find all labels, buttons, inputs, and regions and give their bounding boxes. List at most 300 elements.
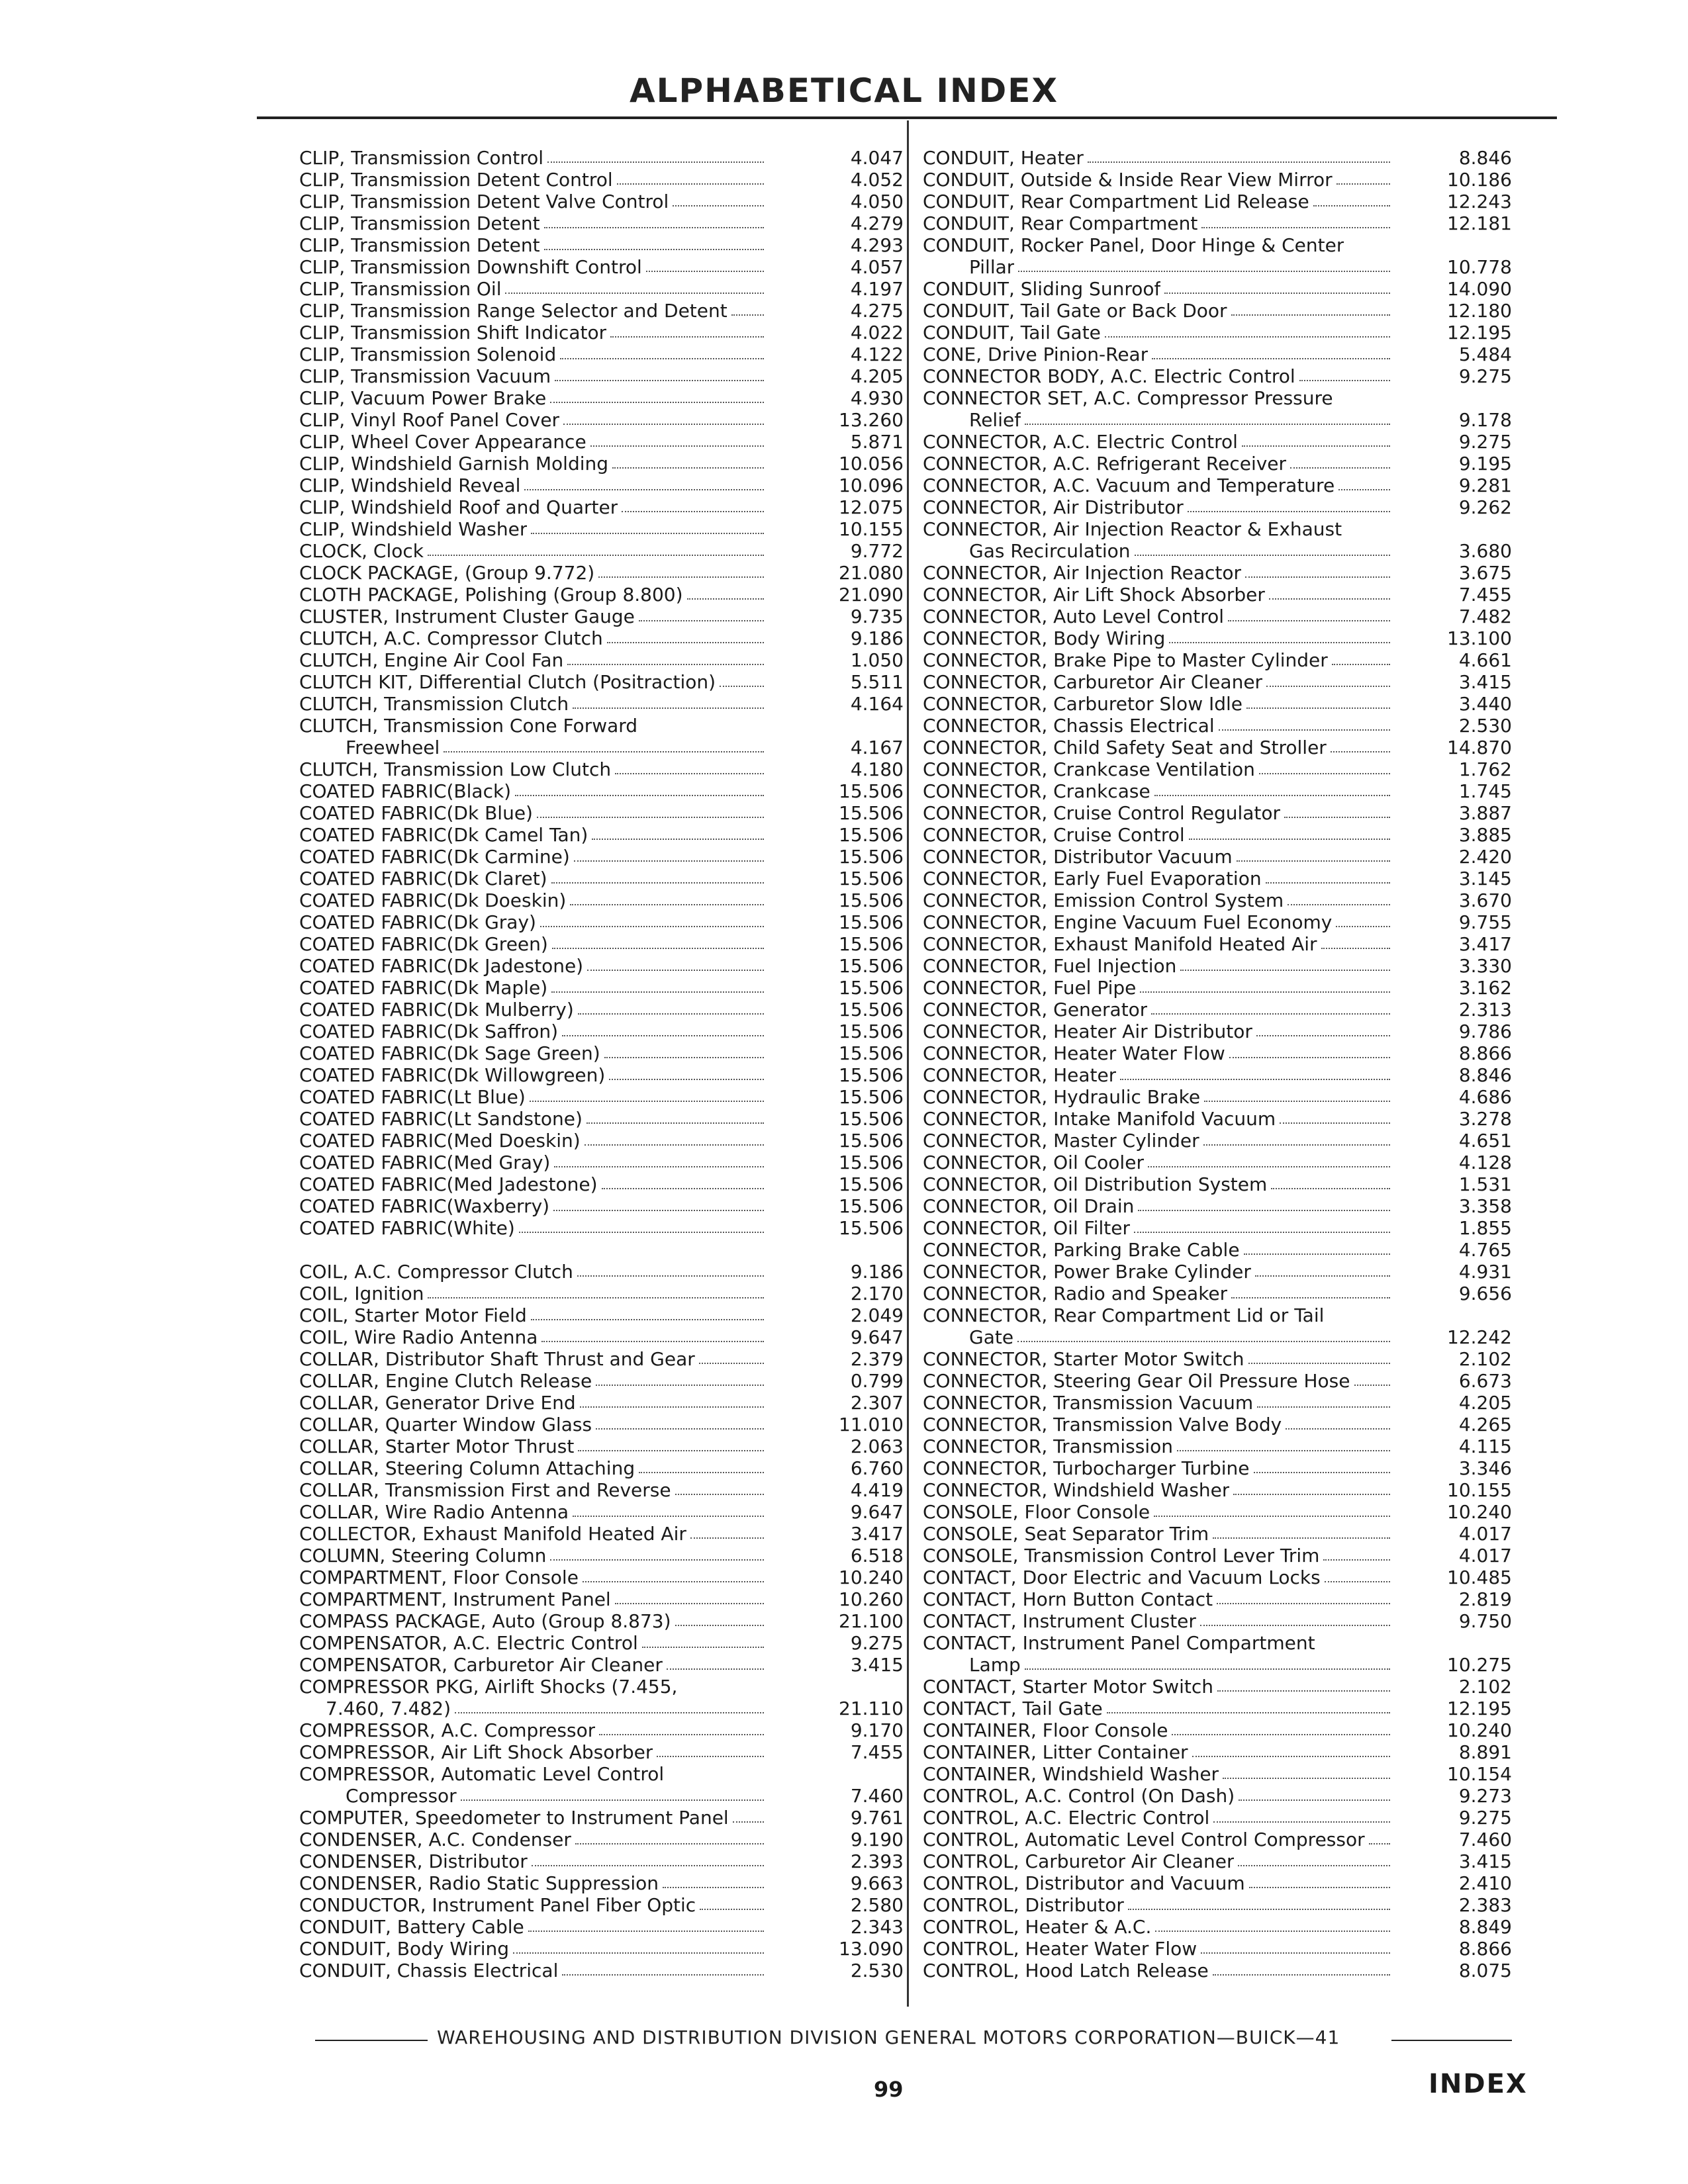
- index-entry: [299, 584, 904, 606]
- entry-label: CONDUIT, Sliding Sunroof: [923, 278, 1161, 300]
- leader-dots: [1148, 1166, 1390, 1167]
- entry-label: CONE, Drive Pinion-Rear: [923, 343, 1149, 365]
- entry-label: CONNECTOR, Air Distributor: [923, 496, 1184, 518]
- entry-label: CONNECTOR, Fuel Injection: [923, 955, 1177, 977]
- entry-label: CONTACT, Instrument Cluster: [923, 1610, 1196, 1632]
- entry-label: CONNECTOR, Air Lift Shock Absorber: [923, 584, 1265, 606]
- entry-label: CONTROL, Distributor and Vacuum: [923, 1872, 1245, 1894]
- leader-dots: [622, 511, 764, 512]
- entry-label: CONTROL, A.C. Electric Control: [923, 1807, 1210, 1829]
- entry-label: CONDUIT, Body Wiring: [299, 1938, 509, 1960]
- leader-dots: [541, 1341, 764, 1342]
- entry-label: CONNECTOR, Heater Air Distributor: [923, 1021, 1252, 1042]
- entry-page-ref: 2.819: [1458, 1588, 1512, 1610]
- index-entry: [299, 1326, 904, 1348]
- entry-label: CONTACT, Instrument Panel Compartment: [923, 1632, 1315, 1654]
- leader-dots: [687, 598, 764, 600]
- leader-dots: [562, 1035, 764, 1036]
- entry-label: CONNECTOR, Windshield Washer: [923, 1479, 1230, 1501]
- leader-dots: [596, 1385, 764, 1386]
- leader-dots: [604, 1057, 764, 1058]
- entry-page-ref: 8.866: [1458, 1938, 1512, 1960]
- entry-label: CONDENSER, A.C. Condenser: [299, 1829, 571, 1850]
- index-entry: [299, 300, 904, 322]
- leader-dots: [519, 1232, 764, 1233]
- index-entry: [923, 1108, 1512, 1130]
- entry-page-ref: 2.063: [850, 1435, 904, 1457]
- entry-page-ref: 6.518: [850, 1545, 904, 1567]
- index-entry: [299, 1173, 904, 1195]
- entry-label: CONNECTOR, Distributor Vacuum: [923, 846, 1233, 868]
- entry-page-ref: 12.195: [1447, 322, 1512, 343]
- entry-label: CONNECTOR, Power Brake Cylinder: [923, 1261, 1251, 1283]
- entry-label: CONNECTOR SET, A.C. Compressor Pressure: [923, 387, 1333, 409]
- entry-page-ref: 12.195: [1447, 1698, 1512, 1719]
- entry-page-ref: 9.186: [850, 627, 904, 649]
- entry-label: CONNECTOR, Cruise Control: [923, 824, 1185, 846]
- index-entry: [923, 1763, 1512, 1785]
- index-entry: [923, 169, 1512, 191]
- leader-dots: [1201, 1952, 1390, 1954]
- entry-label: CLUTCH KIT, Differential Clutch (Positraction): [299, 671, 716, 693]
- index-entry: [923, 1676, 1512, 1698]
- leader-dots: [1155, 1931, 1390, 1932]
- entry-label: CONNECTOR, Air Injection Reactor: [923, 562, 1242, 584]
- entry-label: CONNECTOR, Steering Gear Oil Pressure Hose: [923, 1370, 1350, 1392]
- entry-label: COATED FABRIC(Dk Blue): [299, 802, 533, 824]
- leader-dots: [1321, 948, 1390, 949]
- leader-dots: [617, 183, 764, 185]
- entry-page-ref: 3.145: [1458, 868, 1512, 889]
- index-entry: [923, 1610, 1512, 1632]
- entry-label: COMPENSATOR, A.C. Electric Control: [299, 1632, 638, 1654]
- entry-page-ref: 2.530: [850, 1960, 904, 1981]
- index-entry: [299, 1217, 904, 1239]
- entry-label: COMPARTMENT, Floor Console: [299, 1567, 579, 1588]
- leader-dots: [607, 642, 764, 643]
- index-entry: [923, 540, 1512, 562]
- index-entry: [299, 780, 904, 802]
- leader-dots: [574, 860, 764, 862]
- index-entry: [299, 453, 904, 475]
- index-entry: [923, 300, 1512, 322]
- index-entry: [923, 627, 1512, 649]
- entry-page-ref: 2.313: [1458, 999, 1512, 1021]
- entry-label: 7.460, 7.482): [326, 1698, 451, 1719]
- leader-dots: [610, 336, 764, 338]
- leader-dots: [1354, 1385, 1391, 1386]
- index-entry: [299, 475, 904, 496]
- entry-label: CONNECTOR, Transmission: [923, 1435, 1173, 1457]
- entry-label: COIL, A.C. Compressor Clutch: [299, 1261, 573, 1283]
- entry-label: CONDUIT, Outside & Inside Rear View Mirror: [923, 169, 1333, 191]
- entry-page-ref: 3.358: [1458, 1195, 1512, 1217]
- index-entry: [299, 1195, 904, 1217]
- entry-label: CONNECTOR, Hydraulic Brake: [923, 1086, 1201, 1108]
- entry-label: COMPRESSOR, Automatic Level Control: [299, 1763, 665, 1785]
- leader-dots: [1325, 1581, 1390, 1582]
- entry-label: CLIP, Windshield Garnish Molding: [299, 453, 609, 475]
- leader-dots: [550, 402, 764, 403]
- index-entry: [299, 562, 904, 584]
- entry-page-ref: 4.205: [1458, 1392, 1512, 1414]
- entry-label: CONNECTOR, Carburetor Slow Idle: [923, 693, 1243, 715]
- entry-label: COATED FABRIC(Dk Willowgreen): [299, 1064, 606, 1086]
- entry-label: COATED FABRIC(Dk Maple): [299, 977, 548, 999]
- entry-page-ref: 10.260: [839, 1588, 904, 1610]
- entry-page-ref: 9.275: [850, 1632, 904, 1654]
- leader-dots: [1164, 293, 1390, 294]
- index-entry: [923, 1283, 1512, 1304]
- leader-dots: [1266, 686, 1390, 687]
- index-entry: [299, 868, 904, 889]
- index-entry: [299, 802, 904, 824]
- leader-dots: [531, 533, 764, 534]
- leader-dots: [720, 686, 764, 687]
- entry-page-ref: 2.580: [850, 1894, 904, 1916]
- leader-dots: [551, 882, 764, 884]
- entry-label: CONDUIT, Tail Gate or Back Door: [923, 300, 1227, 322]
- entry-page-ref: 15.506: [839, 1152, 904, 1173]
- index-entry: [923, 1326, 1512, 1348]
- entry-label: COMPARTMENT, Instrument Panel: [299, 1588, 611, 1610]
- entry-page-ref: 9.786: [1458, 1021, 1512, 1042]
- leader-dots: [1266, 882, 1390, 884]
- leader-dots: [1200, 1625, 1390, 1626]
- leader-dots: [551, 991, 764, 993]
- leader-dots: [580, 1406, 764, 1408]
- leader-dots: [639, 620, 764, 621]
- index-entry: [923, 1021, 1512, 1042]
- index-entry: [299, 256, 904, 278]
- entry-page-ref: 9.273: [1458, 1785, 1512, 1807]
- entry-label: COATED FABRIC(Med Gray): [299, 1152, 551, 1173]
- entry-page-ref: 7.460: [850, 1785, 904, 1807]
- leader-dots: [1204, 1101, 1390, 1102]
- leader-dots: [1280, 1122, 1390, 1124]
- entry-label: COLLAR, Wire Radio Antenna: [299, 1501, 569, 1523]
- entry-label: CONTROL, Heater & A.C.: [923, 1916, 1152, 1938]
- leader-dots: [1254, 1472, 1391, 1473]
- leader-dots: [1248, 1363, 1390, 1364]
- leader-dots: [615, 773, 764, 774]
- leader-dots: [690, 1537, 764, 1539]
- entry-page-ref: 9.262: [1458, 496, 1512, 518]
- index-entry: [299, 212, 904, 234]
- index-entry: [923, 322, 1512, 343]
- leader-dots: [587, 970, 764, 971]
- entry-page-ref: 4.050: [850, 191, 904, 212]
- index-entry: [923, 1829, 1512, 1850]
- index-entry: [299, 1610, 904, 1632]
- entry-page-ref: 10.778: [1447, 256, 1512, 278]
- leader-dots: [1152, 358, 1390, 359]
- entry-page-ref: 4.017: [1458, 1545, 1512, 1567]
- leader-dots: [1242, 445, 1390, 447]
- index-entry: [299, 1392, 904, 1414]
- index-entry: [923, 387, 1512, 409]
- entry-label: COMPASS PACKAGE, Auto (Group 8.873): [299, 1610, 671, 1632]
- entry-label: CONNECTOR, Parking Brake Cable: [923, 1239, 1240, 1261]
- leader-dots: [1135, 555, 1390, 556]
- index-entry: [299, 1850, 904, 1872]
- index-entry: [299, 1719, 904, 1741]
- entry-label: COLLAR, Starter Motor Thrust: [299, 1435, 575, 1457]
- entry-page-ref: 15.506: [839, 911, 904, 933]
- leader-dots: [1233, 1494, 1390, 1495]
- entry-label: CLIP, Vacuum Power Brake: [299, 387, 547, 409]
- entry-label: CLIP, Transmission Oil: [299, 278, 502, 300]
- entry-label: CONNECTOR, Oil Filter: [923, 1217, 1130, 1239]
- entry-label: COMPRESSOR, A.C. Compressor: [299, 1719, 596, 1741]
- entry-page-ref: 3.346: [1458, 1457, 1512, 1479]
- entry-label: CLIP, Transmission Solenoid: [299, 343, 557, 365]
- entry-label: CONNECTOR, A.C. Refrigerant Receiver: [923, 453, 1287, 475]
- entry-page-ref: 4.197: [850, 278, 904, 300]
- leader-dots: [1189, 839, 1390, 840]
- entry-label: CONNECTOR, Master Cylinder: [923, 1130, 1199, 1152]
- index-entry: [923, 671, 1512, 693]
- entry-page-ref: 2.170: [850, 1283, 904, 1304]
- entry-page-ref: 5.511: [850, 671, 904, 693]
- entry-page-ref: 2.530: [1458, 715, 1512, 737]
- leader-dots: [1257, 1406, 1390, 1408]
- entry-label: CONNECTOR BODY, A.C. Electric Control: [923, 365, 1295, 387]
- index-entry: [923, 846, 1512, 868]
- index-entry: [923, 1370, 1512, 1392]
- entry-page-ref: 15.506: [839, 1021, 904, 1042]
- entry-label: COATED FABRIC(Dk Claret): [299, 868, 547, 889]
- entry-page-ref: 3.278: [1458, 1108, 1512, 1130]
- footer-rule-left: [315, 2040, 428, 2041]
- entry-label: COLLECTOR, Exhaust Manifold Heated Air: [299, 1523, 686, 1545]
- leader-dots: [615, 1603, 764, 1604]
- leader-dots: [1269, 598, 1390, 600]
- index-entry: [923, 737, 1512, 758]
- entry-page-ref: 8.866: [1458, 1042, 1512, 1064]
- entry-label: COIL, Ignition: [299, 1283, 424, 1304]
- entry-label: CONTAINER, Floor Console: [923, 1719, 1168, 1741]
- entry-label: COATED FABRIC(Dk Gray): [299, 911, 536, 933]
- leader-dots: [532, 1865, 764, 1866]
- entry-page-ref: 12.180: [1447, 300, 1512, 322]
- index-entry: [299, 1086, 904, 1108]
- entry-page-ref: 9.275: [1458, 365, 1512, 387]
- index-entry: [299, 409, 904, 431]
- entry-label: CONTACT, Door Electric and Vacuum Locks: [923, 1567, 1321, 1588]
- entry-label: COATED FABRIC(Dk Green): [299, 933, 548, 955]
- index-entry: [299, 343, 904, 365]
- leader-dots: [550, 1559, 764, 1561]
- leader-dots: [731, 314, 764, 316]
- leader-dots: [1169, 642, 1390, 643]
- index-entry: [923, 1304, 1512, 1326]
- entry-page-ref: 15.506: [839, 1217, 904, 1239]
- index-entry: [923, 1872, 1512, 1894]
- entry-page-ref: 2.393: [850, 1850, 904, 1872]
- entry-label: COLLAR, Distributor Shaft Thrust and Gear: [299, 1348, 695, 1370]
- index-entry: [923, 606, 1512, 627]
- entry-page-ref: 14.090: [1447, 278, 1512, 300]
- index-entry: [923, 147, 1512, 169]
- entry-label: CONNECTOR, Carburetor Air Cleaner: [923, 671, 1263, 693]
- index-entry: [299, 1785, 904, 1807]
- entry-label: CONDUIT, Chassis Electrical: [299, 1960, 559, 1981]
- index-entry: [299, 1304, 904, 1326]
- leader-dots: [1228, 620, 1390, 621]
- entry-page-ref: 12.243: [1447, 191, 1512, 212]
- entry-page-ref: 6.673: [1458, 1370, 1512, 1392]
- leader-dots: [554, 1166, 764, 1167]
- entry-label: CONNECTOR, Auto Level Control: [923, 606, 1225, 627]
- entry-label: COLLAR, Engine Clutch Release: [299, 1370, 592, 1392]
- index-entry: [923, 999, 1512, 1021]
- index-entry: [923, 431, 1512, 453]
- leader-dots: [544, 227, 764, 228]
- index-entry: [923, 1414, 1512, 1435]
- entry-label: Pillar: [969, 256, 1015, 278]
- index-entry: [923, 911, 1512, 933]
- entry-page-ref: 7.460: [1458, 1829, 1512, 1850]
- entry-page-ref: 4.651: [1458, 1130, 1512, 1152]
- index-entry: [299, 1654, 904, 1676]
- leader-dots: [586, 1122, 764, 1124]
- entry-page-ref: 8.075: [1458, 1960, 1512, 1981]
- entry-page-ref: 10.186: [1447, 169, 1512, 191]
- entry-label: CLIP, Wheel Cover Appearance: [299, 431, 586, 453]
- leader-dots: [1088, 161, 1390, 163]
- entry-label: CONNECTOR, Heater Water Flow: [923, 1042, 1225, 1064]
- leader-dots: [537, 817, 764, 818]
- entry-label: CLOCK PACKAGE, (Group 9.772): [299, 562, 595, 584]
- entry-label: CONTROL, Distributor: [923, 1894, 1124, 1916]
- entry-page-ref: 9.275: [1458, 1807, 1512, 1829]
- entry-page-ref: 9.170: [850, 1719, 904, 1741]
- index-entry: [299, 1567, 904, 1588]
- index-entry: [299, 1960, 904, 1981]
- leader-dots: [515, 795, 764, 796]
- entry-label: CLOCK, Clock: [299, 540, 424, 562]
- entry-label: CONNECTOR, Crankcase Ventilation: [923, 758, 1255, 780]
- entry-label: CONNECTOR, Intake Manifold Vacuum: [923, 1108, 1276, 1130]
- index-entry: [299, 627, 904, 649]
- leader-dots: [1223, 1778, 1390, 1779]
- index-entry: [299, 758, 904, 780]
- index-entry: [923, 1785, 1512, 1807]
- index-entry: [299, 431, 904, 453]
- leader-dots: [675, 1494, 764, 1495]
- index-entry: [923, 343, 1512, 365]
- leader-dots: [1177, 1450, 1390, 1451]
- entry-label: COMPRESSOR, Air Lift Shock Absorber: [299, 1741, 653, 1763]
- index-entry: [923, 191, 1512, 212]
- index-entry: [299, 1152, 904, 1173]
- entry-label: CONNECTOR, Rear Compartment Lid or Tail: [923, 1304, 1325, 1326]
- entry-page-ref: 4.047: [850, 147, 904, 169]
- index-entry: [923, 1850, 1512, 1872]
- index-entry: [923, 1960, 1512, 1981]
- entry-page-ref: 4.930: [850, 387, 904, 409]
- entry-label: CLIP, Transmission Downshift Control: [299, 256, 642, 278]
- index-entry: [299, 1261, 904, 1283]
- leader-dots: [1338, 489, 1390, 490]
- leader-dots: [570, 904, 764, 905]
- leader-dots: [573, 707, 764, 709]
- index-entry: [923, 475, 1512, 496]
- entry-label: CONTROL, Automatic Level Control Compressor: [923, 1829, 1365, 1850]
- index-entry: [923, 1130, 1512, 1152]
- entry-page-ref: 2.410: [1458, 1872, 1512, 1894]
- index-entry: [923, 496, 1512, 518]
- leader-dots: [1299, 380, 1390, 381]
- index-entry: [299, 1064, 904, 1086]
- entry-page-ref: 4.205: [850, 365, 904, 387]
- entry-label: COATED FABRIC(Med Doeskin): [299, 1130, 581, 1152]
- leader-dots: [563, 424, 764, 425]
- leader-dots: [700, 1909, 764, 1910]
- entry-label: CONNECTOR, Emission Control System: [923, 889, 1284, 911]
- entry-label: CONNECTOR, Fuel Pipe: [923, 977, 1137, 999]
- entry-label: CONTACT, Starter Motor Switch: [923, 1676, 1214, 1698]
- leader-dots: [1336, 183, 1390, 185]
- entry-page-ref: 1.745: [1458, 780, 1512, 802]
- index-entry: [299, 1435, 904, 1457]
- entry-page-ref: 4.293: [850, 234, 904, 256]
- entry-label: CLIP, Transmission Shift Indicator: [299, 322, 607, 343]
- entry-label: CONNECTOR, Air Injection Reactor & Exhaust: [923, 518, 1342, 540]
- entry-page-ref: 6.760: [850, 1457, 904, 1479]
- leader-dots: [1217, 1690, 1390, 1692]
- entry-page-ref: 4.661: [1458, 649, 1512, 671]
- entry-label: COATED FABRIC(Waxberry): [299, 1195, 550, 1217]
- entry-label: COMPUTER, Speedometer to Instrument Panel: [299, 1807, 729, 1829]
- index-entry: [923, 1501, 1512, 1523]
- entry-label: Gate: [969, 1326, 1014, 1348]
- index-entry: [923, 1392, 1512, 1414]
- index-entry: [299, 1457, 904, 1479]
- index-entry: [299, 234, 904, 256]
- leader-dots: [1025, 424, 1390, 425]
- index-entry: [299, 1894, 904, 1916]
- leader-dots: [578, 1450, 764, 1451]
- entry-label: CLUTCH, Transmission Low Clutch: [299, 758, 612, 780]
- entry-label: CONDENSER, Distributor: [299, 1850, 528, 1872]
- index-entry: [923, 234, 1512, 256]
- entry-label: COLLAR, Steering Column Attaching: [299, 1457, 635, 1479]
- index-entry: [299, 1042, 904, 1064]
- index-entry: [299, 540, 904, 562]
- entry-page-ref: 8.849: [1458, 1916, 1512, 1938]
- leader-dots: [1140, 991, 1390, 993]
- entry-page-ref: 5.484: [1458, 343, 1512, 365]
- entry-label: CONTROL, Carburetor Air Cleaner: [923, 1850, 1235, 1872]
- entry-page-ref: 15.506: [839, 1195, 904, 1217]
- leader-dots: [592, 839, 764, 840]
- leader-dots: [667, 1668, 764, 1670]
- leader-dots: [562, 1974, 764, 1976]
- index-entry: [299, 169, 904, 191]
- entry-page-ref: 7.455: [1458, 584, 1512, 606]
- entry-label: CONNECTOR, Oil Distribution System: [923, 1173, 1268, 1195]
- entry-page-ref: 9.772: [850, 540, 904, 562]
- entry-label: COLUMN, Steering Column: [299, 1545, 547, 1567]
- entry-page-ref: 2.307: [850, 1392, 904, 1414]
- index-entry: [299, 518, 904, 540]
- entry-page-ref: 10.096: [839, 475, 904, 496]
- index-entry: [299, 1501, 904, 1523]
- index-entry: [299, 693, 904, 715]
- index-entry: [923, 1152, 1512, 1173]
